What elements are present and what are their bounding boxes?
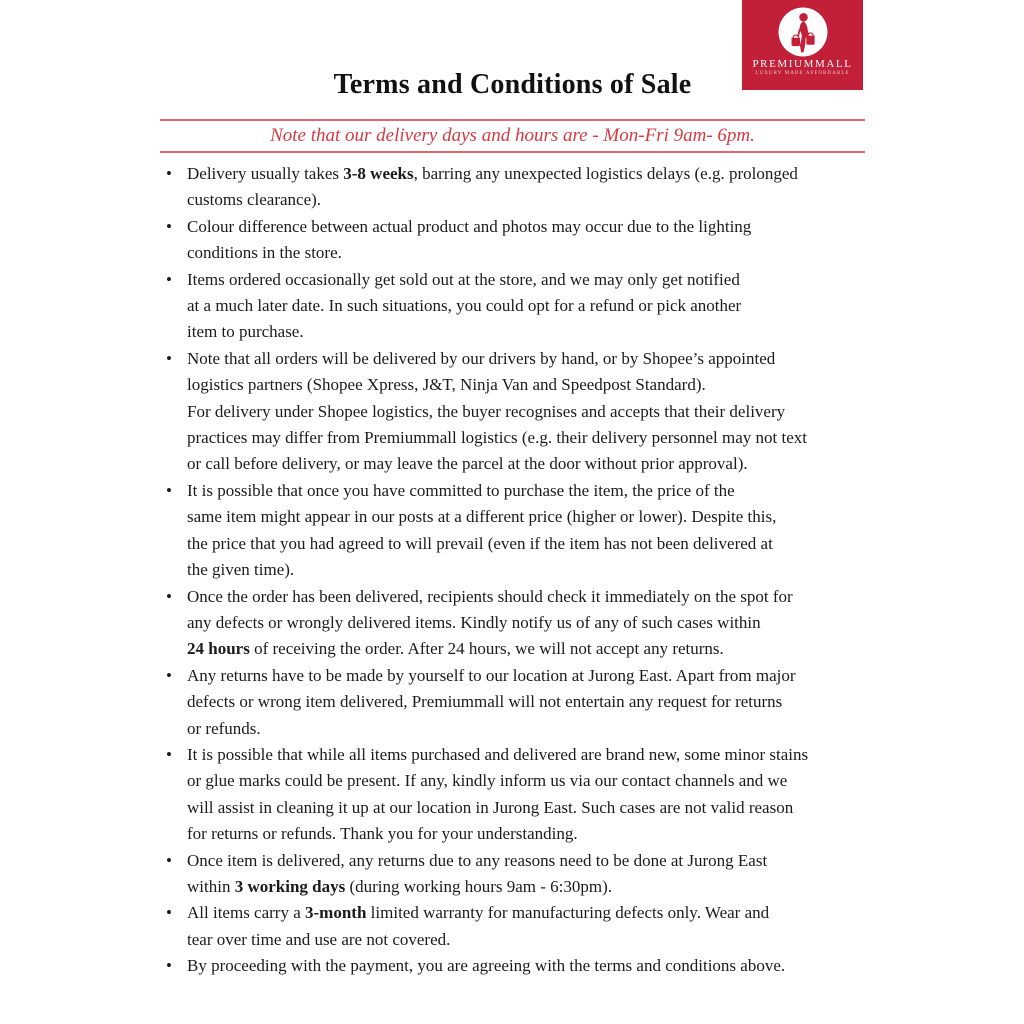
- term-line: Any returns have to be made by yourself to our location at Jurong East. Apart from major: [187, 665, 796, 685]
- page-title: Terms and Conditions of Sale: [333, 69, 692, 100]
- term-line: the price that you had agreed to will prevail (even if the item has not been delivered at: [187, 533, 773, 553]
- term-item-4: [160, 346, 874, 478]
- term-item-11: [160, 953, 874, 979]
- woman-with-shopping-bags-icon: [778, 7, 828, 57]
- term-item-7: [160, 663, 874, 742]
- term-line: defects or wrong item delivered, Premiummall will not entertain any request for returns: [187, 692, 783, 712]
- bullet-icon: •: [166, 348, 172, 368]
- term-line: the given time).: [187, 560, 295, 580]
- bullet-icon: •: [166, 903, 172, 923]
- bullet-icon: •: [166, 164, 172, 183]
- terms-list: [160, 161, 874, 980]
- term-item-5: [160, 478, 874, 584]
- term-line: Delivery usually takes 3-8 weeks, barring any unexpected logistics delays (e.g. prolonged: [187, 164, 798, 183]
- term-line: or refunds.: [187, 718, 261, 738]
- term-line: item to purchase.: [187, 322, 304, 342]
- term-line: Note that all orders will be delivered by our drivers by hand, or by Shopee’s appointed: [187, 348, 776, 368]
- term-line: Colour difference between actual product and photos may occur due to the lighting: [187, 216, 752, 236]
- term-line: 24 hours of receiving the order. After 24 hours, we will not accept any returns.: [187, 639, 724, 659]
- bullet-icon: •: [166, 586, 172, 606]
- term-line: For delivery under Shopee logistics, the buyer recognises and accepts that their delivery: [187, 401, 786, 421]
- term-line: Once item is delivered, any returns due to any reasons need to be done at Jurong East: [187, 850, 768, 870]
- bullet-icon: •: [166, 665, 172, 685]
- term-line: All items carry a 3-month limited warranty for manufacturing defects only. Wear and: [187, 903, 770, 923]
- delivery-note-banner: [160, 119, 865, 153]
- logo-brand-name: PREMIUMMALL: [752, 58, 853, 70]
- term-line: any defects or wrongly delivered items. Kindly notify us of any of such cases within: [187, 612, 761, 632]
- term-line: at a much later date. In such situations, you could opt for a refund or pick another: [187, 296, 742, 316]
- term-item-8: [160, 742, 874, 848]
- delivery-note-text: Note that our delivery days and hours are - Mon-Fri 9am- 6pm.: [270, 125, 755, 146]
- term-item-2: [160, 214, 874, 267]
- term-line: It is possible that once you have committed to purchase the item, the price of the: [187, 480, 735, 500]
- logo-tagline: LUXURY MADE AFFORDABLE: [755, 71, 850, 76]
- bullet-icon: •: [166, 216, 172, 236]
- term-line: will assist in cleaning it up at our location in Jurong East. Such cases are not valid reason: [187, 797, 794, 817]
- term-line: practices may differ from Premiummall logistics (e.g. their delivery personnel may not text: [187, 428, 808, 448]
- term-item-1: [160, 161, 874, 214]
- bullet-icon: •: [166, 744, 172, 764]
- term-line: or call before delivery, or may leave the parcel at the door without prior approval).: [187, 454, 748, 474]
- term-item-9: [160, 848, 874, 901]
- term-line: Once the order has been delivered, recipients should check it immediately on the spot for: [187, 586, 793, 606]
- term-line: or glue marks could be present. If any, kindly inform us via our contact channels and we: [187, 771, 788, 791]
- term-line: customs clearance).: [187, 190, 322, 210]
- bullet-icon: •: [166, 480, 172, 500]
- term-line: logistics partners (Shopee Xpress, J&T, Ninja Van and Speedpost Standard).: [187, 375, 706, 395]
- term-line: for returns or refunds. Thank you for your understanding.: [187, 824, 578, 844]
- term-line: same item might appear in our posts at a different price (higher or lower). Despite this,: [187, 507, 777, 527]
- term-line: By proceeding with the payment, you are agreeing with the terms and conditions above.: [187, 956, 786, 976]
- term-line: conditions in the store.: [187, 243, 342, 263]
- term-line: tear over time and use are not covered.: [187, 929, 451, 949]
- term-item-6: [160, 584, 874, 663]
- bullet-icon: •: [166, 956, 172, 976]
- term-line: Items ordered occasionally get sold out at the store, and we may only get notified: [187, 269, 740, 289]
- term-item-3: [160, 267, 874, 346]
- term-line: It is possible that while all items purchased and delivered are brand new, some minor stains: [187, 744, 809, 764]
- bullet-icon: •: [166, 850, 172, 870]
- term-item-10: [160, 900, 874, 953]
- bullet-icon: •: [166, 269, 172, 289]
- term-line: within 3 working days (during working hours 9am - 6:30pm).: [187, 876, 613, 896]
